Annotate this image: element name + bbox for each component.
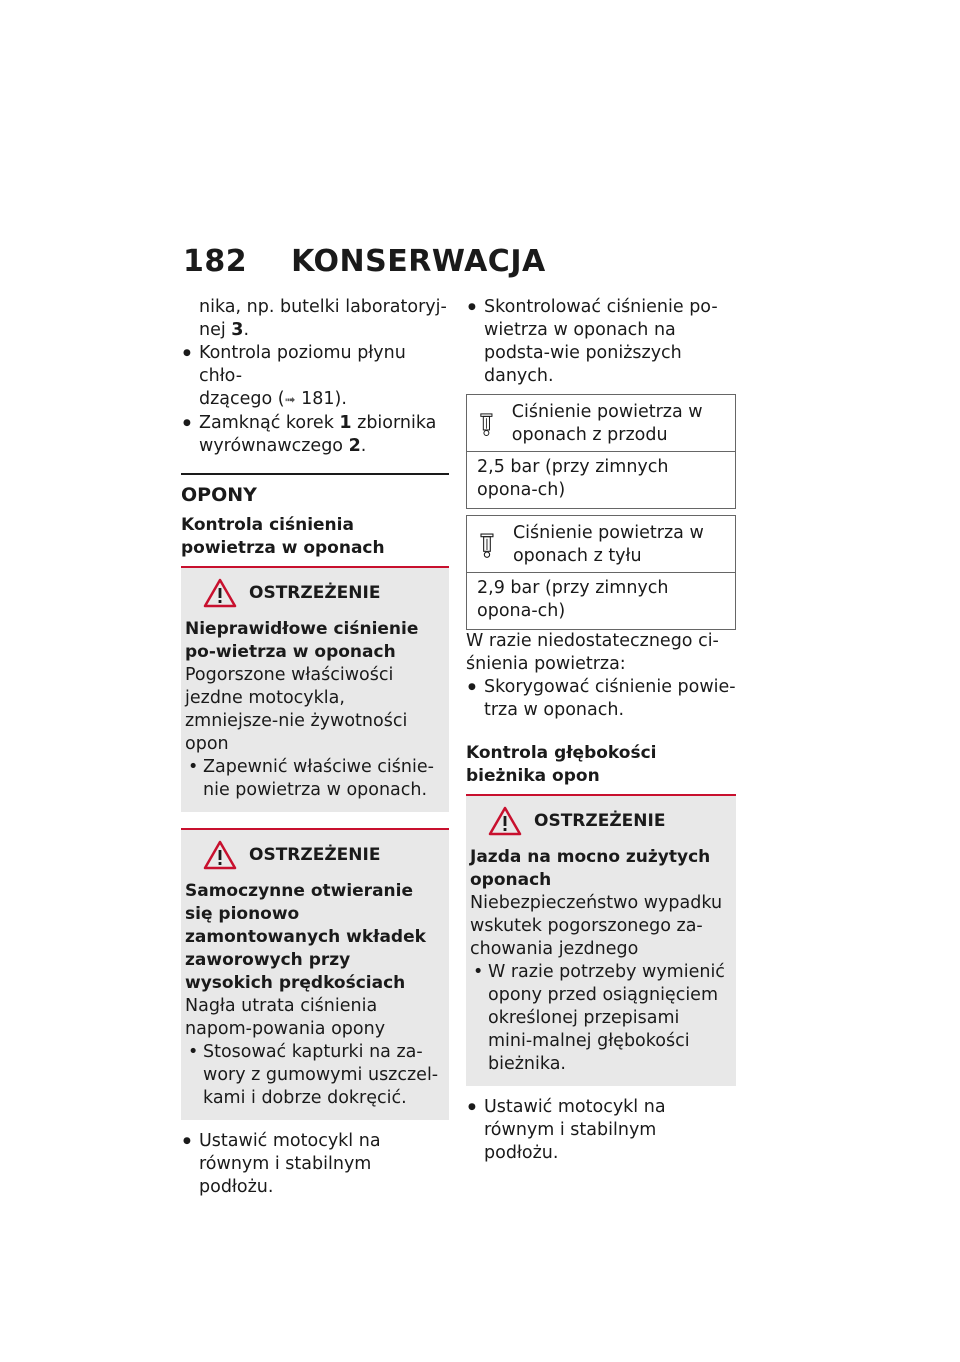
bullet-level-ground: ● Ustawić motocykl na równym i stabilnym podłożu. <box>466 1096 736 1165</box>
warning-cause: Nieprawidłowe ciśnienie po-wietrza w oponach <box>185 619 419 662</box>
bullet-close-cap: ● Zamknąć korek 1 zbiornika wyrównawczego 2. <box>181 412 449 458</box>
warning-title: OSTRZEŻENIE <box>249 844 381 865</box>
warning-triangle-icon <box>488 806 522 836</box>
page-number: 182 <box>183 243 248 279</box>
warning-box <box>181 566 449 812</box>
table-value: 2,5 bar (przy zimnych opona-ch) <box>477 457 669 500</box>
warning-triangle-icon <box>203 840 237 870</box>
tire-pressure-gauge-icon <box>479 405 494 445</box>
pressure-table-rear <box>466 515 736 630</box>
bullet-check-pressure: ● Skontrolować ciśnienie po-wietrza w oponach na podsta-wie poniższych danych. <box>466 296 736 388</box>
bullet-level-ground: ● Ustawić motocykl na równym i stabilnym podłożu. <box>181 1130 449 1199</box>
low-pressure-intro: W razie niedostatecznego ci-śnienia powietrza: <box>466 631 719 674</box>
tire-pressure-gauge-icon <box>479 526 495 566</box>
pressure-table-front <box>466 394 736 509</box>
warning-action: • W razie potrzeby wymienić opony przed osiągnięciem określonej przepisami mini-malnej głębokości bieżnika. <box>470 961 728 1076</box>
arrow-ref-icon: ➟ <box>284 393 296 408</box>
warning-cause: Jazda na mocno zużytych oponach <box>470 847 711 890</box>
bullet-coolant-check: ● Kontrola poziomu płynu chło- dzącego (➟ 181). <box>181 342 449 412</box>
warning-effect: Niebezpieczeństwo wypadku wskutek pogorszonego za-chowania jezdnego <box>470 893 723 959</box>
page-title: KONSERWACJA <box>291 243 546 279</box>
left-column <box>181 296 449 1199</box>
table-label: Ciśnienie powietrza w oponach z tyłu <box>512 523 704 566</box>
continued-text: nika, np. butelki laboratoryj- nej 3. <box>199 297 447 340</box>
warning-action: • Zapewnić właściwe ciśnie-nie powietrza w oponach. <box>185 756 441 802</box>
warning-box <box>466 794 736 1086</box>
right-column <box>466 296 736 1165</box>
table-label: Ciśnienie powietrza w oponach z przodu <box>511 402 703 445</box>
warning-title: OSTRZEŻENIE <box>534 810 666 831</box>
page-header <box>183 236 546 286</box>
section-title: OPONY <box>181 473 449 507</box>
warning-action: • Stosować kapturki na za-wory z gumowymi uszczel-kami i dobrze dokręcić. <box>185 1041 441 1110</box>
warning-cause: Samoczynne otwieranie się pionowo zamontowanych wkładek zaworowych przy wysokich prędkościach <box>185 881 426 993</box>
warning-effect: Nagła utrata ciśnienia napom-powania opony <box>185 996 386 1039</box>
table-value: 2,9 bar (przy zimnych opona-ch) <box>477 578 669 621</box>
bullet-correct-pressure: ● Skorygować ciśnienie powie-trza w oponach. <box>466 676 736 722</box>
warning-effect: Pogorszone właściwości jezdne motocykla, zmniejsze-nie żywotności opon <box>185 665 408 754</box>
warning-triangle-icon <box>203 578 237 608</box>
warning-box <box>181 828 449 1120</box>
warning-title: OSTRZEŻENIE <box>249 582 381 603</box>
subheading-pressure: Kontrola ciśnienia powietrza w oponach <box>181 515 385 558</box>
subheading-tread: Kontrola głębokości bieżnika opon <box>466 743 657 786</box>
